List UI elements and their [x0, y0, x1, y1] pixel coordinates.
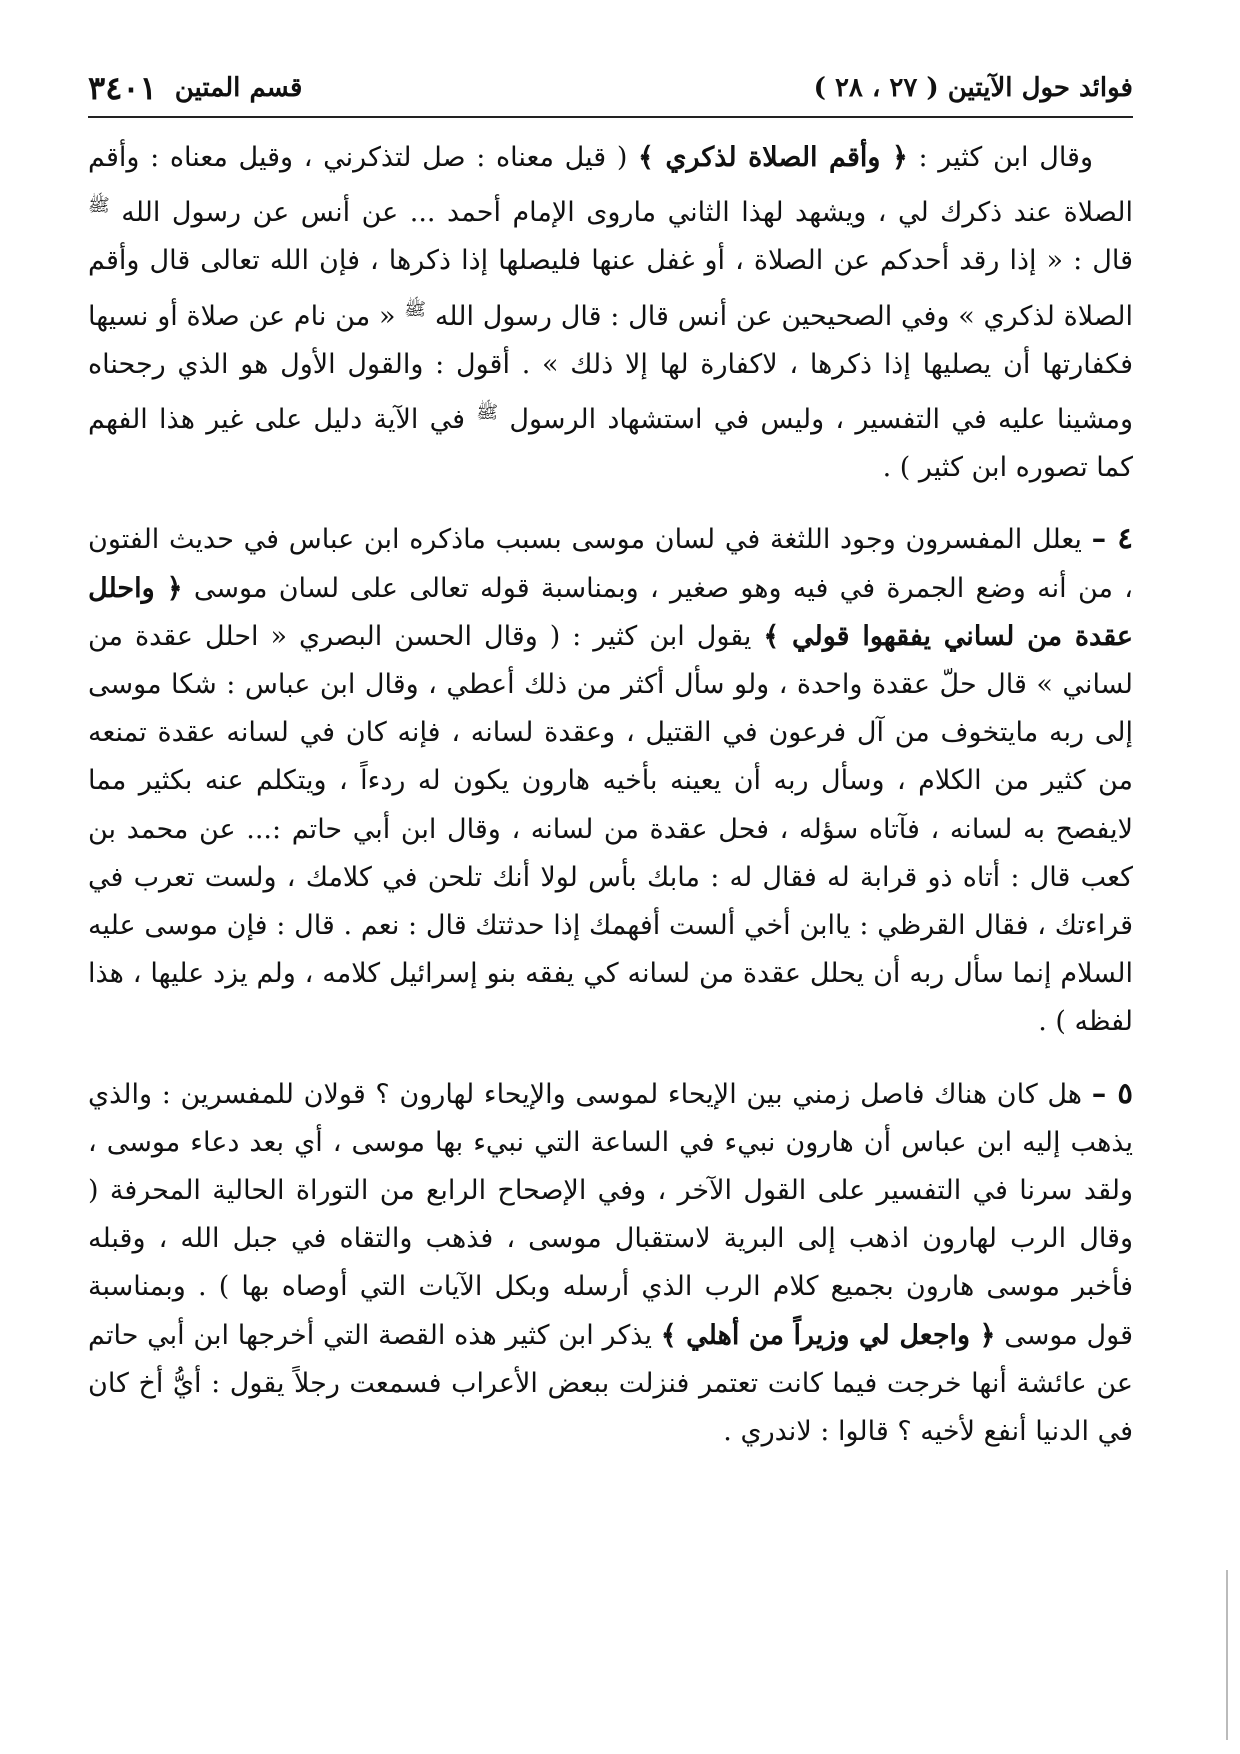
- text-segment: هل كان هناك فاصل زمني بين الإيحاء لموسى والإيحاء لهارون ؟ قولان للمفسرين : والذي يذهب إليه ابن عباس أن هارون نبيء في الساعة التي نبيء بها موسى ، أي بعد دعاء موسى ، ولقد سرنا في التفسير على القول الآخر ، وفي الإصحاح الرابع من التوراة الحالية المحرفة ( وقال الرب لهارون اذهب إلى البرية لاستقبال موسى ، فذهب والتقاه في جبل الله ، وقبله فأخبر موسى هارون بجميع كلام الرب الذي أرسله وبكل الآيات التي أوصاه بها ) . وبمناسبة قول موسى: [88, 1078, 1133, 1351]
- running-header: [88, 66, 1133, 118]
- quran-bracket-open: ﴿: [166, 572, 183, 604]
- item-number: ٤ –: [1091, 521, 1133, 556]
- page-body: [88, 134, 1133, 1456]
- numbered-paragraph-5: [88, 1069, 1133, 1457]
- quran-verse: وأقم الصلاة لذكري: [653, 142, 892, 173]
- text-segment: قال : « إذا رقد أحدكم عن الصلاة ، أو غفل عنها فليصلها إذا ذكرها ، فإن الله تعالى قال وأقم الصلاة لذكري » وفي الصحيحين عن أنس قال : قال رسول الله: [88, 245, 1133, 332]
- text-segment: وقال ابن كثير :: [907, 142, 1093, 173]
- quran-bracket-open: ﴿: [979, 1319, 996, 1351]
- quran-verse: واجعل لي وزيراً من أهلي: [676, 1319, 980, 1351]
- salawat-symbol: ﷺ: [476, 402, 499, 424]
- quran-bracket-close: ﴾: [763, 620, 780, 652]
- text-segment: « من نام عن صلاة أو نسيها فكفارتها أن يصليها إذا ذكرها ، لاكفارة لها إلا ذلك » . أقول : والقول الأول هو الذي رجحناه ومشينا عليه في التفسير ، وليس في استشهاد الرسول: [88, 300, 1133, 436]
- item-number: ٥ –: [1091, 1075, 1133, 1110]
- header-left-group: [88, 69, 302, 107]
- text-segment: يقول ابن كثير : ( وقال الحسن البصري « احلل عقدة من لساني » قال حلّ عقدة واحدة ، ولو سأل أكثر من ذلك أعطي ، وقال ابن عباس : شكا موسى إلى ربه مايتخوف من آل فرعون في القتيل ، وعقدة لسانه ، فإنه كان في لسانه عقدة تمنعه من كثير من الكلام ، وسأل ربه أن يعينه بأخيه هارون يكون له ردءاً ، ويتكلم عنه بكثير مما لايفصح به لسانه ، فآتاه سؤله ، فحل عقدة من لسانه ، وقال ابن أبي حاتم :... عن محمد بن كعب قال : أتاه ذو قرابة له فقال له : مابك بأس لولا أنك تلحن في كلامك ، ولست تعرب في قراءتك ، فقال القرظي : ياابن أخي ألست أفهمك إذا حدثتك قال : نعم . قال : فإن موسى عليه السلام إنما سأل ربه أن يحلل عقدة من لسانه كي يفقه بنو إسرائيل كلامه ، ولم يزد عليها ، هذا لفظه ) .: [88, 620, 1133, 1038]
- text-segment: يذكر ابن كثير هذه القصة التي أخرجها ابن أبي حاتم عن عائشة أنها خرجت فيما كانت تعتمر فنزلت ببعض الأعراب فسمعت رجلاً يقول : أيُّ أخ كان في الدنيا أنفع لأخيه ؟ قالوا : لاندري .: [88, 1319, 1133, 1448]
- paragraph-ibn-kathir-prayer: [88, 134, 1133, 492]
- quran-bracket-open: ﴿: [891, 142, 908, 173]
- salawat-symbol: ﷺ: [404, 298, 427, 320]
- text-segment: يعلل المفسرون وجود اللثغة في لسان موسى بسبب ماذكره ابن عباس في حديث الفتون ، من أنه وضع الجمرة في فيه وهو صغير ، وبمناسبة قوله تعالى على لسان موسى: [88, 524, 1133, 604]
- page-number: ٣٤٠١: [88, 69, 157, 107]
- salawat-symbol: ﷺ: [88, 195, 110, 217]
- book-page: [88, 66, 1133, 1456]
- quran-bracket-close: ﴾: [660, 1319, 677, 1351]
- text-segment: في الآية دليل على غير هذا الفهم كما تصوره ابن كثير ) .: [88, 404, 1133, 484]
- quran-verse: واحلل عقدة من لساني يفقهوا قولي: [88, 572, 1133, 652]
- chapter-title: فوائد حول الآيتين ( ٢٧ ، ٢٨ ): [813, 73, 1133, 103]
- scan-edge-mark: [1226, 1570, 1228, 1740]
- quran-bracket-close: ﴾: [638, 142, 654, 173]
- text-segment: ( قيل معناه : صل لتذكرني ، وقيل معناه : وأقم الصلاة عند ذكرك لي ، ويشهد لهذا الثاني ماروى الإمام أحمد ... عن أنس عن رسول الله: [88, 142, 1133, 229]
- numbered-paragraph-4: [88, 514, 1133, 1046]
- section-name: قسم المتين: [174, 73, 303, 103]
